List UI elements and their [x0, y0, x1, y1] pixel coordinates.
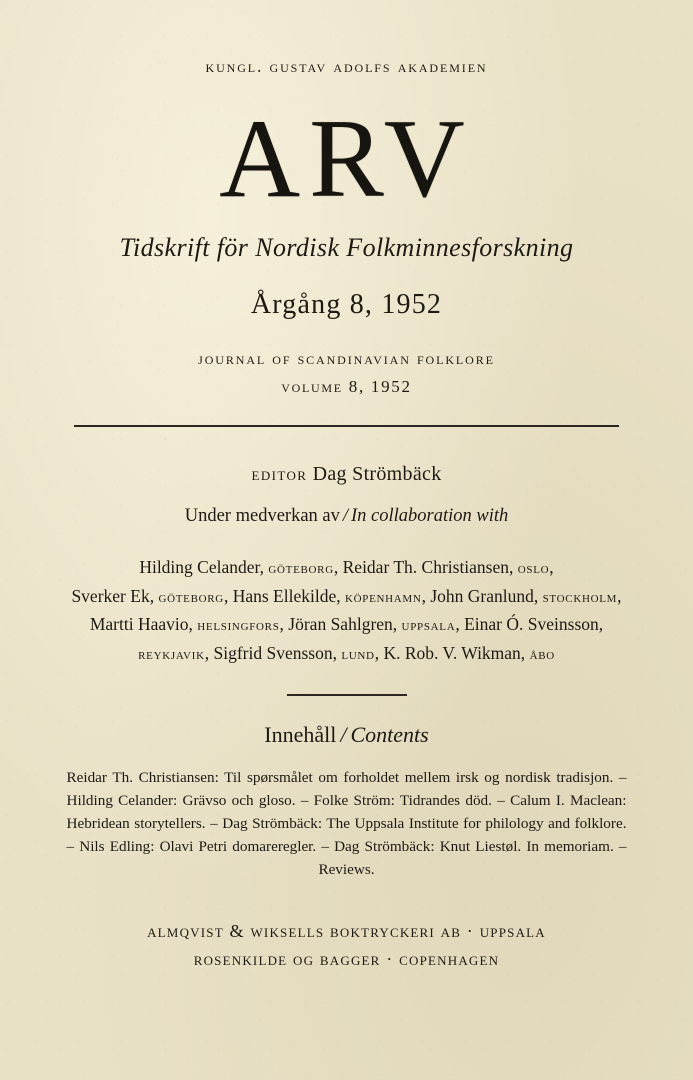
contents-text: Reidar Th. Christiansen: Til spørsmålet om forholdet mellem irsk og nordisk tradisjon. – Hilding Celander: Grävso och gloso. – Folke Ström: Tidrandes död. – Calum I. Maclean: Hebridean storytellers. – Dag Strömbäck: The Uppsala Institute for philology and folklore. – Nils Edling: Olavi Petri domareregler. – Dag Strömbäck: Knut Liestøl. In memoriam. – Reviews.	[66, 768, 627, 879]
volume-english: volume 8, 1952	[281, 377, 412, 396]
editor-name-text: , Jöran Sahlgren,	[279, 614, 402, 635]
editor-city: helsingfors	[197, 617, 280, 635]
editor-city: åbo	[529, 646, 555, 664]
editor-city: göteborg	[268, 559, 334, 577]
imprint-line-2: rosenkilde og bagger · copenhagen	[193, 949, 500, 970]
volume-swedish: Årgång 8, 1952	[250, 289, 443, 320]
editorial-board-line	[67, 553, 627, 582]
editor-name-text: , John Granlund,	[421, 585, 543, 606]
editor-name-text: , Sigfrid Svensson,	[204, 643, 342, 664]
contents-heading	[48, 722, 645, 748]
journal-subtitle: Tidskrift för Nordisk Folkminnesforskning	[119, 233, 574, 262]
journal-title: ARV	[219, 97, 474, 221]
editor-city: reykjavik	[138, 646, 205, 664]
editor-name-text: , Einar Ó. Sveinsson,	[455, 614, 604, 635]
contents-separator: /	[340, 721, 347, 747]
editor-city: lund	[341, 646, 375, 664]
editor-name-text: ,	[617, 585, 622, 606]
collaboration-swedish: Under medverkan av	[184, 505, 340, 526]
contents-label-swedish: Innehåll	[264, 721, 337, 747]
journal-title-english: journal of scandinavian folklore	[198, 349, 495, 368]
editor-city: oslo	[517, 559, 550, 577]
editor-name-text: , K. Rob. V. Wikman,	[374, 643, 530, 664]
editorial-board-list	[67, 553, 627, 669]
collaboration-line	[48, 506, 645, 527]
editorial-board-line	[67, 610, 627, 639]
editor-line	[48, 463, 645, 486]
editorial-board-line	[67, 582, 627, 611]
editor-name-text: Martti Haavio,	[89, 614, 198, 635]
imprint-line-1: almqvist & wiksells boktryckeri ab · uppsala	[147, 921, 546, 942]
academy-name: kungl. gustav adolfs akademien	[205, 56, 488, 76]
editor-name-text: ,	[549, 556, 554, 577]
editor-name-text: Hilding Celander,	[139, 556, 269, 577]
collaboration-separator: /	[342, 505, 349, 526]
editor-label: editor	[251, 463, 308, 485]
editor-name-text: , Hans Ellekilde,	[223, 585, 345, 606]
collaboration-english: In collaboration with	[351, 505, 509, 526]
editor-city: köpenhamn	[344, 588, 422, 606]
editor-name-text: Sverker Ek,	[71, 585, 159, 606]
editor-city: stockholm	[542, 588, 618, 606]
editorial-board-line	[67, 639, 627, 668]
editor-name: Dag Strömbäck	[312, 462, 442, 485]
editor-city: uppsala	[401, 617, 456, 635]
contents-label-english: Contents	[350, 721, 429, 747]
divider-rule-short	[287, 694, 407, 696]
editor-city: göteborg	[158, 588, 224, 606]
divider-rule-wide	[74, 425, 619, 427]
editor-name-text: , Reidar Th. Christiansen,	[333, 556, 518, 577]
